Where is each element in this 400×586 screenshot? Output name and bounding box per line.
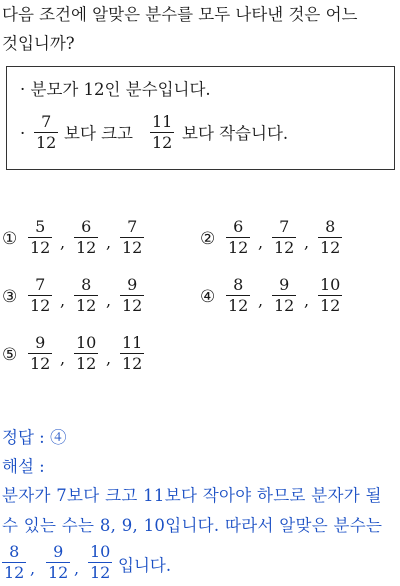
fraction (226, 276, 250, 315)
denominator: 12 (274, 238, 295, 257)
denominator: 12 (36, 133, 57, 152)
condition-2-text-1: 보다 크고 (64, 124, 134, 143)
denominator: 12 (76, 354, 97, 373)
denominator: 12 (320, 296, 341, 315)
numerator: 9 (35, 333, 46, 352)
answer-line (2, 428, 66, 448)
fraction (226, 218, 250, 257)
separator-comma: , (106, 291, 112, 310)
denominator: 12 (4, 563, 25, 582)
fraction (272, 276, 296, 315)
numerator: 7 (41, 112, 52, 131)
separator-comma: , (60, 233, 66, 252)
numerator: 8 (81, 275, 92, 294)
denominator: 12 (30, 354, 51, 373)
denominator: 12 (228, 238, 249, 257)
condition-2-fraction-2 (150, 113, 174, 152)
numerator: 7 (127, 217, 138, 236)
choice-marker-4[interactable]: ④ (200, 287, 216, 307)
numerator: 11 (122, 333, 143, 352)
fraction (272, 218, 296, 257)
denominator: 12 (76, 296, 97, 315)
fraction (2, 543, 26, 582)
separator-comma: , (304, 233, 310, 252)
denominator: 12 (122, 354, 143, 373)
separator-comma: , (60, 291, 66, 310)
denominator: 12 (320, 238, 341, 257)
numerator: 10 (320, 275, 341, 294)
fraction (28, 218, 52, 257)
fraction (318, 276, 342, 315)
explanation-tail: 입니다. (118, 556, 172, 575)
explanation-line-2: 수 있는 수는 8, 9, 10입니다. 따라서 알맞은 분수는 (2, 516, 383, 535)
fraction (318, 218, 342, 257)
condition-2-text-2: 보다 작습니다. (182, 124, 289, 143)
numerator: 9 (127, 275, 138, 294)
fraction (28, 276, 52, 315)
numerator: 10 (76, 333, 97, 352)
separator-comma: , (106, 233, 112, 252)
separator-comma: , (30, 559, 36, 578)
numerator: 6 (81, 217, 92, 236)
fraction (28, 334, 52, 373)
denominator: 12 (228, 296, 249, 315)
fraction (46, 543, 70, 582)
condition-2-fraction-1 (34, 113, 58, 152)
separator-comma: , (60, 349, 66, 368)
numerator: 7 (279, 217, 290, 236)
denominator: 12 (48, 563, 69, 582)
numerator: 6 (233, 217, 244, 236)
numerator: 10 (90, 542, 111, 561)
separator-comma: , (74, 559, 80, 578)
fraction (120, 218, 144, 257)
explanation-line-1: 분자가 7보다 크고 11보다 작아야 하므로 분자가 될 (2, 486, 382, 505)
numerator: 8 (325, 217, 336, 236)
denominator: 12 (274, 296, 295, 315)
numerator: 11 (152, 112, 173, 131)
denominator: 12 (76, 238, 97, 257)
answer-value: ④ (49, 428, 67, 447)
fraction (74, 334, 98, 373)
numerator: 7 (35, 275, 46, 294)
denominator: 12 (122, 296, 143, 315)
separator-comma: , (258, 233, 264, 252)
choice-marker-3[interactable]: ③ (2, 287, 18, 307)
fraction (74, 218, 98, 257)
question-line-2: 것입니까? (2, 34, 75, 53)
denominator: 12 (122, 238, 143, 257)
choice-marker-5[interactable]: ⑤ (2, 345, 18, 365)
choice-marker-1[interactable]: ① (2, 229, 18, 249)
condition-1-text: 분모가 12인 분수입니다. (30, 80, 211, 99)
condition-2-bullet: · (20, 124, 26, 143)
numerator: 9 (53, 542, 64, 561)
denominator: 12 (90, 563, 111, 582)
separator-comma: , (304, 291, 310, 310)
separator-comma: , (258, 291, 264, 310)
fraction (120, 334, 144, 373)
denominator: 12 (30, 238, 51, 257)
denominator: 12 (30, 296, 51, 315)
denominator: 12 (152, 133, 173, 152)
numerator: 5 (35, 217, 46, 236)
question-line-1: 다음 조건에 알맞은 분수를 모두 나타낸 것은 어느 (2, 5, 358, 24)
fraction (120, 276, 144, 315)
fraction (74, 276, 98, 315)
fraction (88, 543, 112, 582)
bullet: · (20, 80, 26, 99)
separator-comma: , (106, 349, 112, 368)
choice-marker-2[interactable]: ② (200, 229, 216, 249)
explanation-label: 해설 : (2, 457, 45, 476)
numerator: 8 (233, 275, 244, 294)
numerator: 9 (279, 275, 290, 294)
answer-label: 정답 : (2, 428, 45, 447)
condition-1 (20, 80, 211, 100)
numerator: 8 (9, 542, 20, 561)
